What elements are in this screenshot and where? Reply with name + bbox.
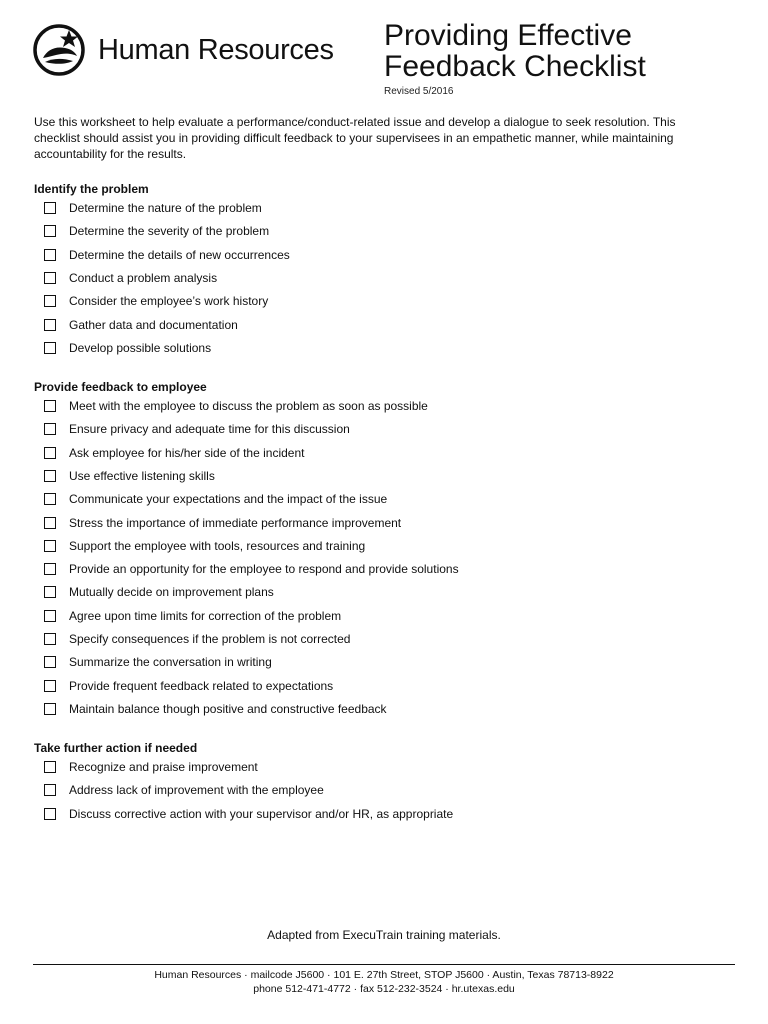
checklist-item bbox=[44, 221, 269, 241]
checklist-item bbox=[44, 559, 459, 579]
checklist-item-label: Communicate your expectations and the impact of the issue bbox=[69, 492, 388, 507]
checklist-item bbox=[44, 268, 217, 288]
checkbox[interactable] bbox=[44, 493, 56, 505]
title-line-2: Feedback Checklist bbox=[384, 50, 646, 83]
checklist-item bbox=[44, 582, 274, 602]
checklist-item bbox=[44, 396, 428, 416]
checkbox[interactable] bbox=[44, 400, 56, 412]
checklist-item bbox=[44, 652, 272, 672]
checkbox[interactable] bbox=[44, 295, 56, 307]
checklist-item bbox=[44, 606, 341, 626]
checklist-item bbox=[44, 629, 350, 649]
checklist-item-label: Determine the details of new occurrences bbox=[69, 247, 290, 262]
checklist-item-label: Agree upon time limits for correction of the problem bbox=[69, 608, 342, 623]
checkbox[interactable] bbox=[44, 563, 56, 575]
checklist-item-label: Gather data and documentation bbox=[69, 317, 238, 332]
checklist-item bbox=[44, 466, 215, 486]
checklist-item bbox=[44, 291, 268, 311]
checkbox[interactable] bbox=[44, 423, 56, 435]
revision-date: Revised 5/2016 bbox=[384, 86, 454, 97]
checkbox[interactable] bbox=[44, 680, 56, 692]
checkbox[interactable] bbox=[44, 202, 56, 214]
checkbox[interactable] bbox=[44, 540, 56, 552]
checklist-item-label: Consider the employee’s work history bbox=[69, 294, 269, 309]
checklist-item bbox=[44, 419, 350, 439]
checkbox[interactable] bbox=[44, 470, 56, 482]
checklist-item bbox=[44, 198, 262, 218]
checkbox[interactable] bbox=[44, 703, 56, 715]
address-line-2: phone 512-471-4772 · fax 512-232-3524 · hr.utexas.edu bbox=[253, 983, 515, 995]
checklist-item bbox=[44, 536, 365, 556]
address-line-1: Human Resources · mailcode J5600 · 101 E. 27th Street, STOP J5600 · Austin, Texas 78713-8922 bbox=[154, 969, 614, 981]
checklist-item bbox=[44, 338, 211, 358]
checklist-item-label: Ask employee for his/her side of the incident bbox=[69, 445, 305, 460]
checklist-item-label: Ensure privacy and adequate time for this discussion bbox=[69, 422, 350, 437]
checkbox[interactable] bbox=[44, 249, 56, 261]
checkbox[interactable] bbox=[44, 656, 56, 668]
checklist-item bbox=[44, 780, 324, 800]
checkbox[interactable] bbox=[44, 633, 56, 645]
checklist-item-label: Support the employee with tools, resources and training bbox=[69, 538, 366, 553]
department-name: Human Resources bbox=[98, 33, 334, 66]
checklist-item bbox=[44, 676, 333, 696]
checklist-item-label: Mutually decide on improvement plans bbox=[69, 585, 274, 600]
source-note: Adapted from ExecuTrain training materials. bbox=[267, 928, 501, 942]
checkbox[interactable] bbox=[44, 225, 56, 237]
checklist-item bbox=[44, 804, 453, 824]
checklist-item bbox=[44, 315, 238, 335]
checklist-item-label: Stress the importance of immediate performance improvement bbox=[69, 515, 402, 530]
checklist-item bbox=[44, 443, 304, 463]
section-title: Provide feedback to employee bbox=[34, 380, 207, 394]
checkbox[interactable] bbox=[44, 586, 56, 598]
section-title: Take further action if needed bbox=[34, 741, 198, 755]
checklist-item-label: Develop possible solutions bbox=[69, 340, 212, 355]
checkbox[interactable] bbox=[44, 610, 56, 622]
checklist-item-label: Determine the severity of the problem bbox=[69, 224, 270, 239]
checklist-item-label: Meet with the employee to discuss the problem as soon as possible bbox=[69, 399, 428, 413]
checklist-item-label: Maintain balance though positive and constructive feedback bbox=[69, 701, 387, 716]
checklist-item bbox=[44, 513, 401, 533]
checkbox[interactable] bbox=[44, 517, 56, 529]
section-title: Identify the problem bbox=[34, 182, 149, 196]
checklist-item-label: Discuss corrective action with your supervisor and/or HR, as appropriate bbox=[69, 806, 454, 821]
hr-logo bbox=[33, 24, 334, 76]
document-header bbox=[0, 0, 768, 110]
checklist-item-label: Provide an opportunity for the employee to respond and provide solutions bbox=[69, 562, 459, 577]
document-title bbox=[384, 20, 646, 82]
footer-address bbox=[0, 968, 768, 996]
checkbox[interactable] bbox=[44, 784, 56, 796]
checklist-item-label: Specify consequences if the problem is not corrected bbox=[69, 632, 351, 646]
checklist-item-label: Determine the nature of the problem bbox=[69, 201, 262, 215]
checkbox[interactable] bbox=[44, 272, 56, 284]
checkbox[interactable] bbox=[44, 447, 56, 459]
checklist-item-label: Use effective listening skills bbox=[69, 468, 215, 483]
checklist-item-label: Recognize and praise improvement bbox=[69, 760, 258, 774]
footer-divider bbox=[33, 964, 735, 965]
checkbox[interactable] bbox=[44, 319, 56, 331]
checklist-item-label: Provide frequent feedback related to expectations bbox=[69, 678, 334, 693]
intro-paragraph: Use this worksheet to help evaluate a performance/conduct-related issue and develop a dialogue to seek resolution. This checklist should assist you in providing difficult feedback to your supervisees in an empathetic manner, while maintaining accountability for the results. bbox=[34, 115, 676, 161]
checklist-item-label: Conduct a problem analysis bbox=[69, 270, 218, 285]
checkbox[interactable] bbox=[44, 342, 56, 354]
checklist-item bbox=[44, 489, 387, 509]
title-line-1: Providing Effective bbox=[384, 19, 632, 52]
checkbox[interactable] bbox=[44, 808, 56, 820]
checkbox[interactable] bbox=[44, 761, 56, 773]
longhorn-star-icon bbox=[33, 24, 85, 76]
checklist-item-label: Address lack of improvement with the employee bbox=[69, 783, 324, 798]
checklist-item bbox=[44, 757, 258, 777]
checklist-item bbox=[44, 699, 387, 719]
checklist-item bbox=[44, 245, 290, 265]
checklist-item-label: Summarize the conversation in writing bbox=[69, 655, 272, 670]
